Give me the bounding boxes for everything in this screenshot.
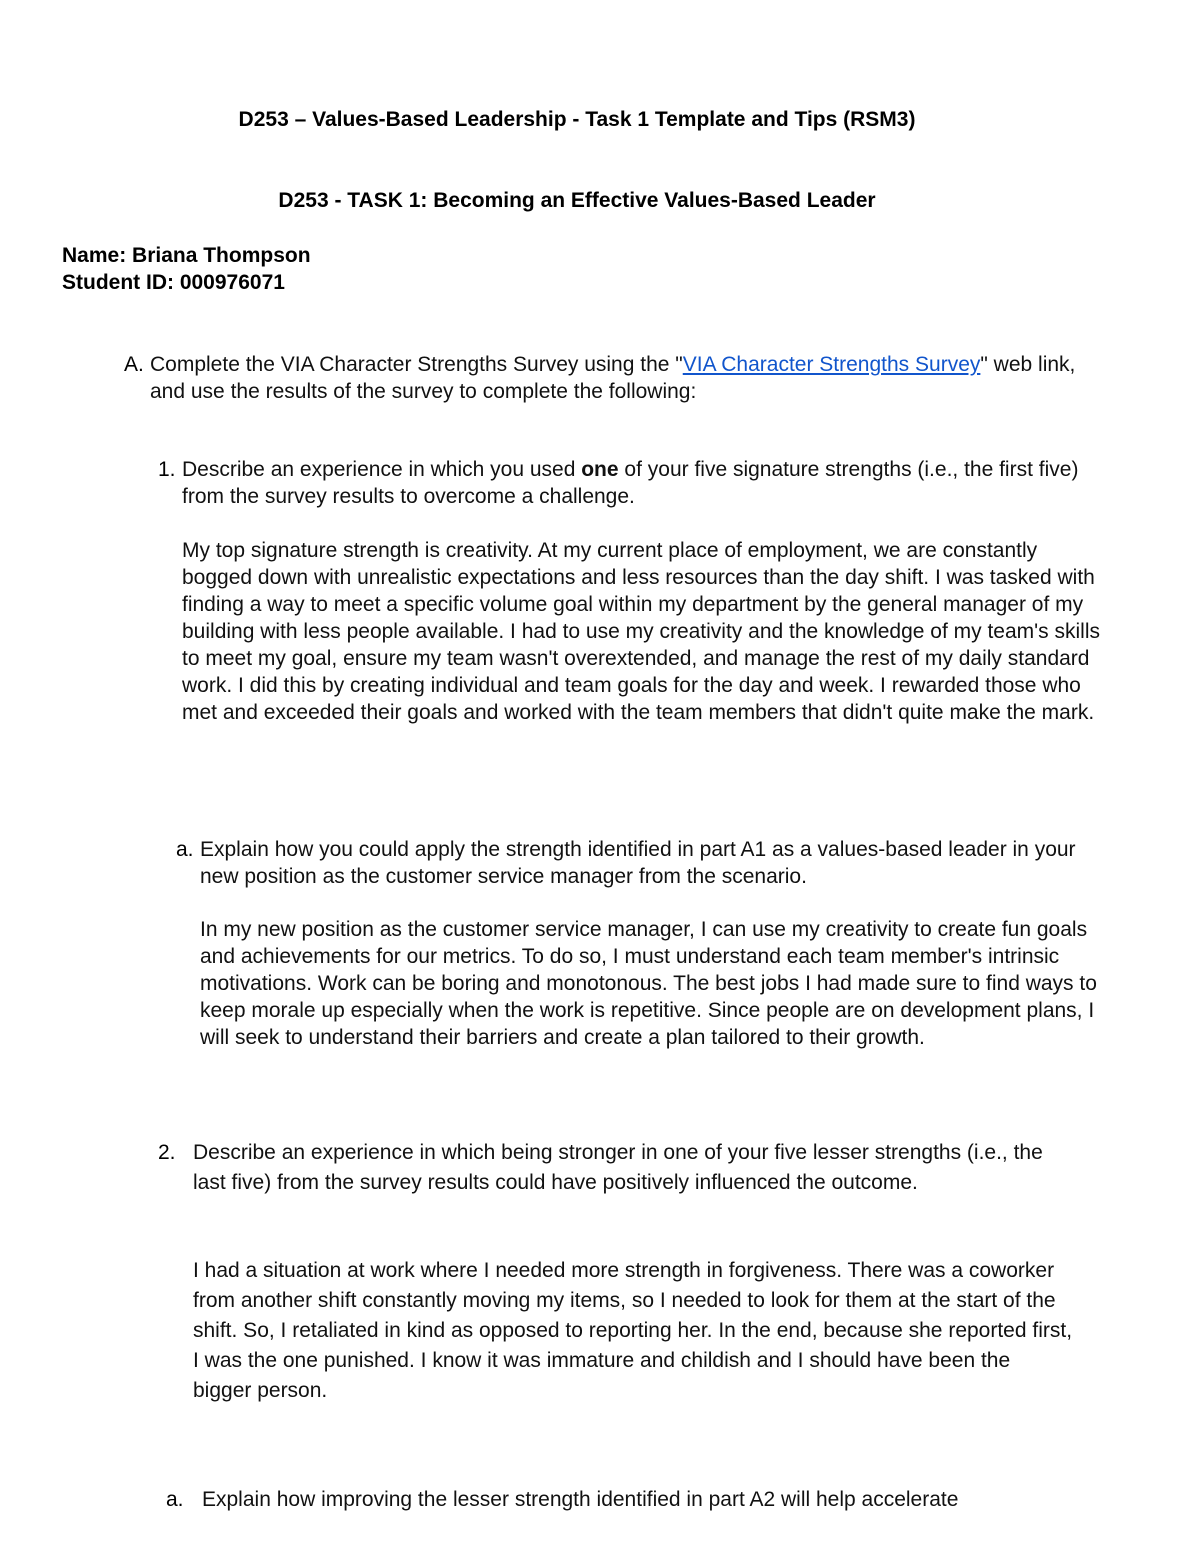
student-name: Name: Briana Thompson [62,244,311,267]
section-a-text-before: Complete the VIA Character Strengths Survey using the " [150,353,683,376]
via-survey-link[interactable]: VIA Character Strengths Survey [682,353,981,376]
item-2a-question: Explain how improving the lesser strength identified in part A2 will help accelerate [202,1488,959,1511]
item-1-question-after: of your five signature strengths (i.e., the first five) from the survey results to overcome a challenge. [182,458,1079,508]
section-a-instructions [150,351,1110,405]
item-2-answer: I had a situation at work where I needed more strength in forgiveness. There was a coworker from another shift constantly moving my items, so I needed to look for them at the start of the shift. So, I retaliated in kind as opposed to reporting her. In the end, because she reported first, I was the one punished. I know it was immature and childish and I should have been the bigger person. [193,1259,1073,1402]
section-a-text-after: " web link, and use the results of the survey to complete the following: [150,353,1076,403]
section-a-marker: A. [124,353,144,376]
item-1-answer: My top signature strength is creativity. At my current place of employment, we are constantly bogged down with unrealistic expectations and less resources than the day shift. I was tasked with finding a way to meet a specific volume goal within my department by the general manager of my building with less people available. I had to use my creativity and the knowledge of my team's skills to meet my goal, ensure my team wasn't overextended, and manage the rest of my daily standard work. I did this by creating individual and team goals for the day and week. I rewarded those who met and exceeded their goals and worked with the team members that didn't quite make the mark. [182,539,1100,724]
item-1-question [182,456,1112,510]
item-2-question: Describe an experience in which being stronger in one of your five lesser strengths (i.e., the last five) from the survey results could have positively influenced the outcome. [193,1141,1043,1194]
item-1-question-bold: one [581,458,619,481]
item-1a-marker: a. [176,838,194,861]
task-subtitle: D253 - TASK 1: Becoming an Effective Values-Based Leader [278,189,876,212]
item-2-marker: 2. [158,1141,176,1164]
item-1a-question: Explain how you could apply the strength identified in part A1 as a values-based leader in your new position as the customer service manager from the scenario. [200,838,1076,888]
item-1-question-before: Describe an experience in which you used [182,458,582,481]
item-1-marker: 1. [158,458,176,481]
student-id: Student ID: 000976071 [62,271,285,294]
document-title: D253 – Values-Based Leadership - Task 1 Template and Tips (RSM3) [238,108,916,131]
item-2a-marker: a. [166,1488,184,1511]
item-1a-answer: In my new position as the customer service manager, I can use my creativity to create fun goals and achievements for our metrics. To do so, I must understand each team member's intrinsic motivations. Work can be boring and monotonous. The best jobs I had made sure to find ways to keep morale up especially when the work is repetitive. Since people are on development plans, I will seek to understand their barriers and create a plan tailored to their growth. [200,918,1097,1049]
